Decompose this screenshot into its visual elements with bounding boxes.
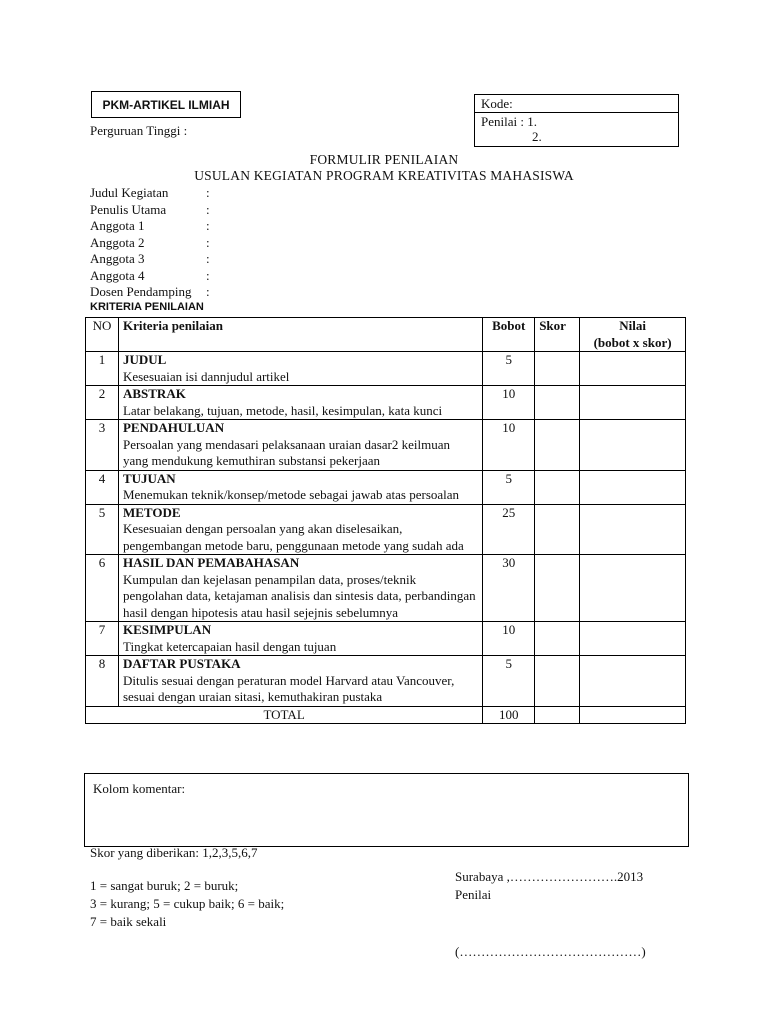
scale-line: 1 = sangat buruk; 2 = buruk; xyxy=(90,878,239,893)
penilai-field xyxy=(475,113,678,145)
info-colon: : xyxy=(206,234,210,250)
scale-line: 7 = baik sekali xyxy=(90,914,167,929)
row-nilai-cell[interactable] xyxy=(580,656,686,707)
header-bobot: Bobot xyxy=(483,318,535,352)
table-row xyxy=(86,504,686,555)
penilai-2: 2. xyxy=(532,129,542,144)
criteria-desc: Latar belakang, tujuan, metode, hasil, kesimpulan, kata kunci xyxy=(122,402,443,418)
info-row-penulis xyxy=(90,202,210,219)
komentar-label: Kolom komentar: xyxy=(93,781,186,796)
form-subtitle: USULAN KEGIATAN PROGRAM KREATIVITAS MAHASISWA xyxy=(194,168,574,183)
form-title: FORMULIR PENILAIAN xyxy=(309,152,459,167)
row-kriteria xyxy=(118,656,482,707)
info-row-anggota-2 xyxy=(90,235,210,252)
info-row-anggota-1 xyxy=(90,218,210,235)
row-no: 4 xyxy=(86,470,119,504)
row-skor-cell[interactable] xyxy=(535,504,580,555)
row-bobot: 30 xyxy=(483,555,535,622)
total-bobot: 100 xyxy=(483,706,535,724)
penilai-1: Penilai : 1. xyxy=(481,114,537,129)
info-label: Dosen Pendamping xyxy=(90,284,192,299)
info-colon: : xyxy=(206,201,210,217)
row-nilai-cell[interactable] xyxy=(580,352,686,386)
perguruan-tinggi-label: Perguruan Tinggi : xyxy=(90,123,188,138)
row-kriteria xyxy=(118,622,482,656)
header-nilai-line2: (bobot x skor) xyxy=(593,334,672,350)
kriteria-title: KRITERIA PENILAIAN xyxy=(90,301,204,313)
info-label: Judul Kegiatan xyxy=(90,185,169,200)
info-label: Anggota 3 xyxy=(90,251,145,266)
info-row-anggota-3 xyxy=(90,251,210,268)
criteria-title: KESIMPULAN xyxy=(122,622,212,637)
place-date: Surabaya ,…………………….2013 xyxy=(455,869,644,884)
criteria-title: ABSTRAK xyxy=(122,386,186,401)
row-bobot: 5 xyxy=(483,470,535,504)
header-no: NO xyxy=(86,318,119,352)
criteria-title: HASIL DAN PEMABAHASAN xyxy=(122,555,300,570)
info-row-judul xyxy=(90,185,210,202)
info-colon: : xyxy=(206,284,210,299)
info-label: Penulis Utama xyxy=(90,201,167,217)
table-header-row xyxy=(86,318,686,352)
header-skor: Skor xyxy=(535,318,580,352)
row-bobot: 10 xyxy=(483,420,535,471)
info-fields xyxy=(90,185,210,301)
total-row xyxy=(86,706,686,724)
row-kriteria xyxy=(118,555,482,622)
row-bobot: 10 xyxy=(483,622,535,656)
penilai-label: Penilai xyxy=(455,887,492,902)
criteria-desc: Menemukan teknik/konsep/metode sebagai jawab atas persoalan xyxy=(122,487,460,502)
criteria-title: PENDAHULUAN xyxy=(122,420,225,435)
row-nilai-cell[interactable] xyxy=(580,555,686,622)
kode-field: Kode: xyxy=(475,95,678,113)
row-nilai-cell[interactable] xyxy=(580,386,686,420)
header-nilai-line1: Nilai xyxy=(619,318,646,333)
komentar-box[interactable] xyxy=(84,773,689,847)
signature-line: (……………………………………) xyxy=(455,944,646,959)
info-colon: : xyxy=(206,251,210,266)
row-nilai-cell[interactable] xyxy=(580,504,686,555)
criteria-desc: Kumpulan dan kejelasan penampilan data, proses/teknik pengolahan data, ketajaman analisis dan sintesis data, perbandingan hasil dengan hipotesis atau hasil sejejnis sebelumnya xyxy=(122,571,476,620)
score-scale xyxy=(90,877,284,931)
row-kriteria xyxy=(118,504,482,555)
row-bobot: 25 xyxy=(483,504,535,555)
info-label: Anggota 1 xyxy=(90,218,145,233)
table-row xyxy=(86,420,686,471)
row-skor-cell[interactable] xyxy=(535,656,580,707)
program-label-box xyxy=(91,91,241,118)
skor-text: Skor yang diberikan: 1,2,3,5,6,7 xyxy=(90,845,258,860)
row-no: 7 xyxy=(86,622,119,656)
total-skor-cell[interactable] xyxy=(535,706,580,724)
row-kriteria xyxy=(118,470,482,504)
info-row-anggota-4 xyxy=(90,268,210,285)
row-bobot: 5 xyxy=(483,656,535,707)
row-no: 3 xyxy=(86,420,119,471)
row-kriteria xyxy=(118,352,482,386)
total-label: TOTAL xyxy=(86,706,483,724)
row-skor-cell[interactable] xyxy=(535,420,580,471)
row-skor-cell[interactable] xyxy=(535,470,580,504)
criteria-title: METODE xyxy=(122,504,181,520)
row-bobot: 10 xyxy=(483,386,535,420)
row-bobot: 5 xyxy=(483,352,535,386)
criteria-title: JUDUL xyxy=(122,352,167,367)
criteria-title: TUJUAN xyxy=(122,470,176,486)
info-label: Anggota 2 xyxy=(90,234,145,250)
row-nilai-cell[interactable] xyxy=(580,470,686,504)
criteria-desc: Ditulis sesuai dengan peraturan model Harvard atau Vancouver, sesuai dengan uraian sitasi, kemuthakiran pustaka xyxy=(122,672,455,704)
row-kriteria xyxy=(118,386,482,420)
header-kriteria: Kriteria penilaian xyxy=(118,318,482,352)
criteria-table xyxy=(85,317,686,724)
info-row-dosen xyxy=(90,284,210,301)
info-colon: : xyxy=(206,185,210,200)
row-skor-cell[interactable] xyxy=(535,555,580,622)
row-no: 8 xyxy=(86,656,119,707)
criteria-title: DAFTAR PUSTAKA xyxy=(122,656,241,671)
criteria-desc: Kesesuaian isi dannjudul artikel xyxy=(122,368,290,384)
row-skor-cell[interactable] xyxy=(535,622,580,656)
table-row xyxy=(86,470,686,504)
row-skor-cell[interactable] xyxy=(535,352,580,386)
row-nilai-cell[interactable] xyxy=(580,622,686,656)
criteria-desc: Tingkat ketercapaian hasil dengan tujuan xyxy=(122,638,337,654)
criteria-desc: Kesesuaian dengan persoalan yang akan diselesaikan, pengembangan metode baru, penggunaan metode yang sudah ada xyxy=(122,521,464,553)
table-row xyxy=(86,555,686,622)
row-no: 5 xyxy=(86,504,119,555)
table-row xyxy=(86,386,686,420)
scale-line: 3 = kurang; 5 = cukup baik; 6 = baik; xyxy=(90,896,285,911)
kode-penilai-box xyxy=(474,94,679,147)
info-colon: : xyxy=(206,267,210,283)
row-no: 6 xyxy=(86,555,119,622)
row-no: 1 xyxy=(86,352,119,386)
criteria-desc: Persoalan yang mendasari pelaksanaan uraian dasar2 keilmuan yang mendukung kemuthiran substansi pekerjaan xyxy=(122,436,451,468)
table-row xyxy=(86,622,686,656)
info-colon: : xyxy=(206,218,210,233)
header-nilai xyxy=(580,318,686,352)
row-kriteria xyxy=(118,420,482,471)
info-label: Anggota 4 xyxy=(90,267,145,283)
row-no: 2 xyxy=(86,386,119,420)
table-row xyxy=(86,656,686,707)
table-row xyxy=(86,352,686,386)
row-nilai-cell[interactable] xyxy=(580,420,686,471)
program-label: PKM-ARTIKEL ILMIAH xyxy=(102,97,230,112)
row-skor-cell[interactable] xyxy=(535,386,580,420)
total-nilai-cell[interactable] xyxy=(580,706,686,724)
